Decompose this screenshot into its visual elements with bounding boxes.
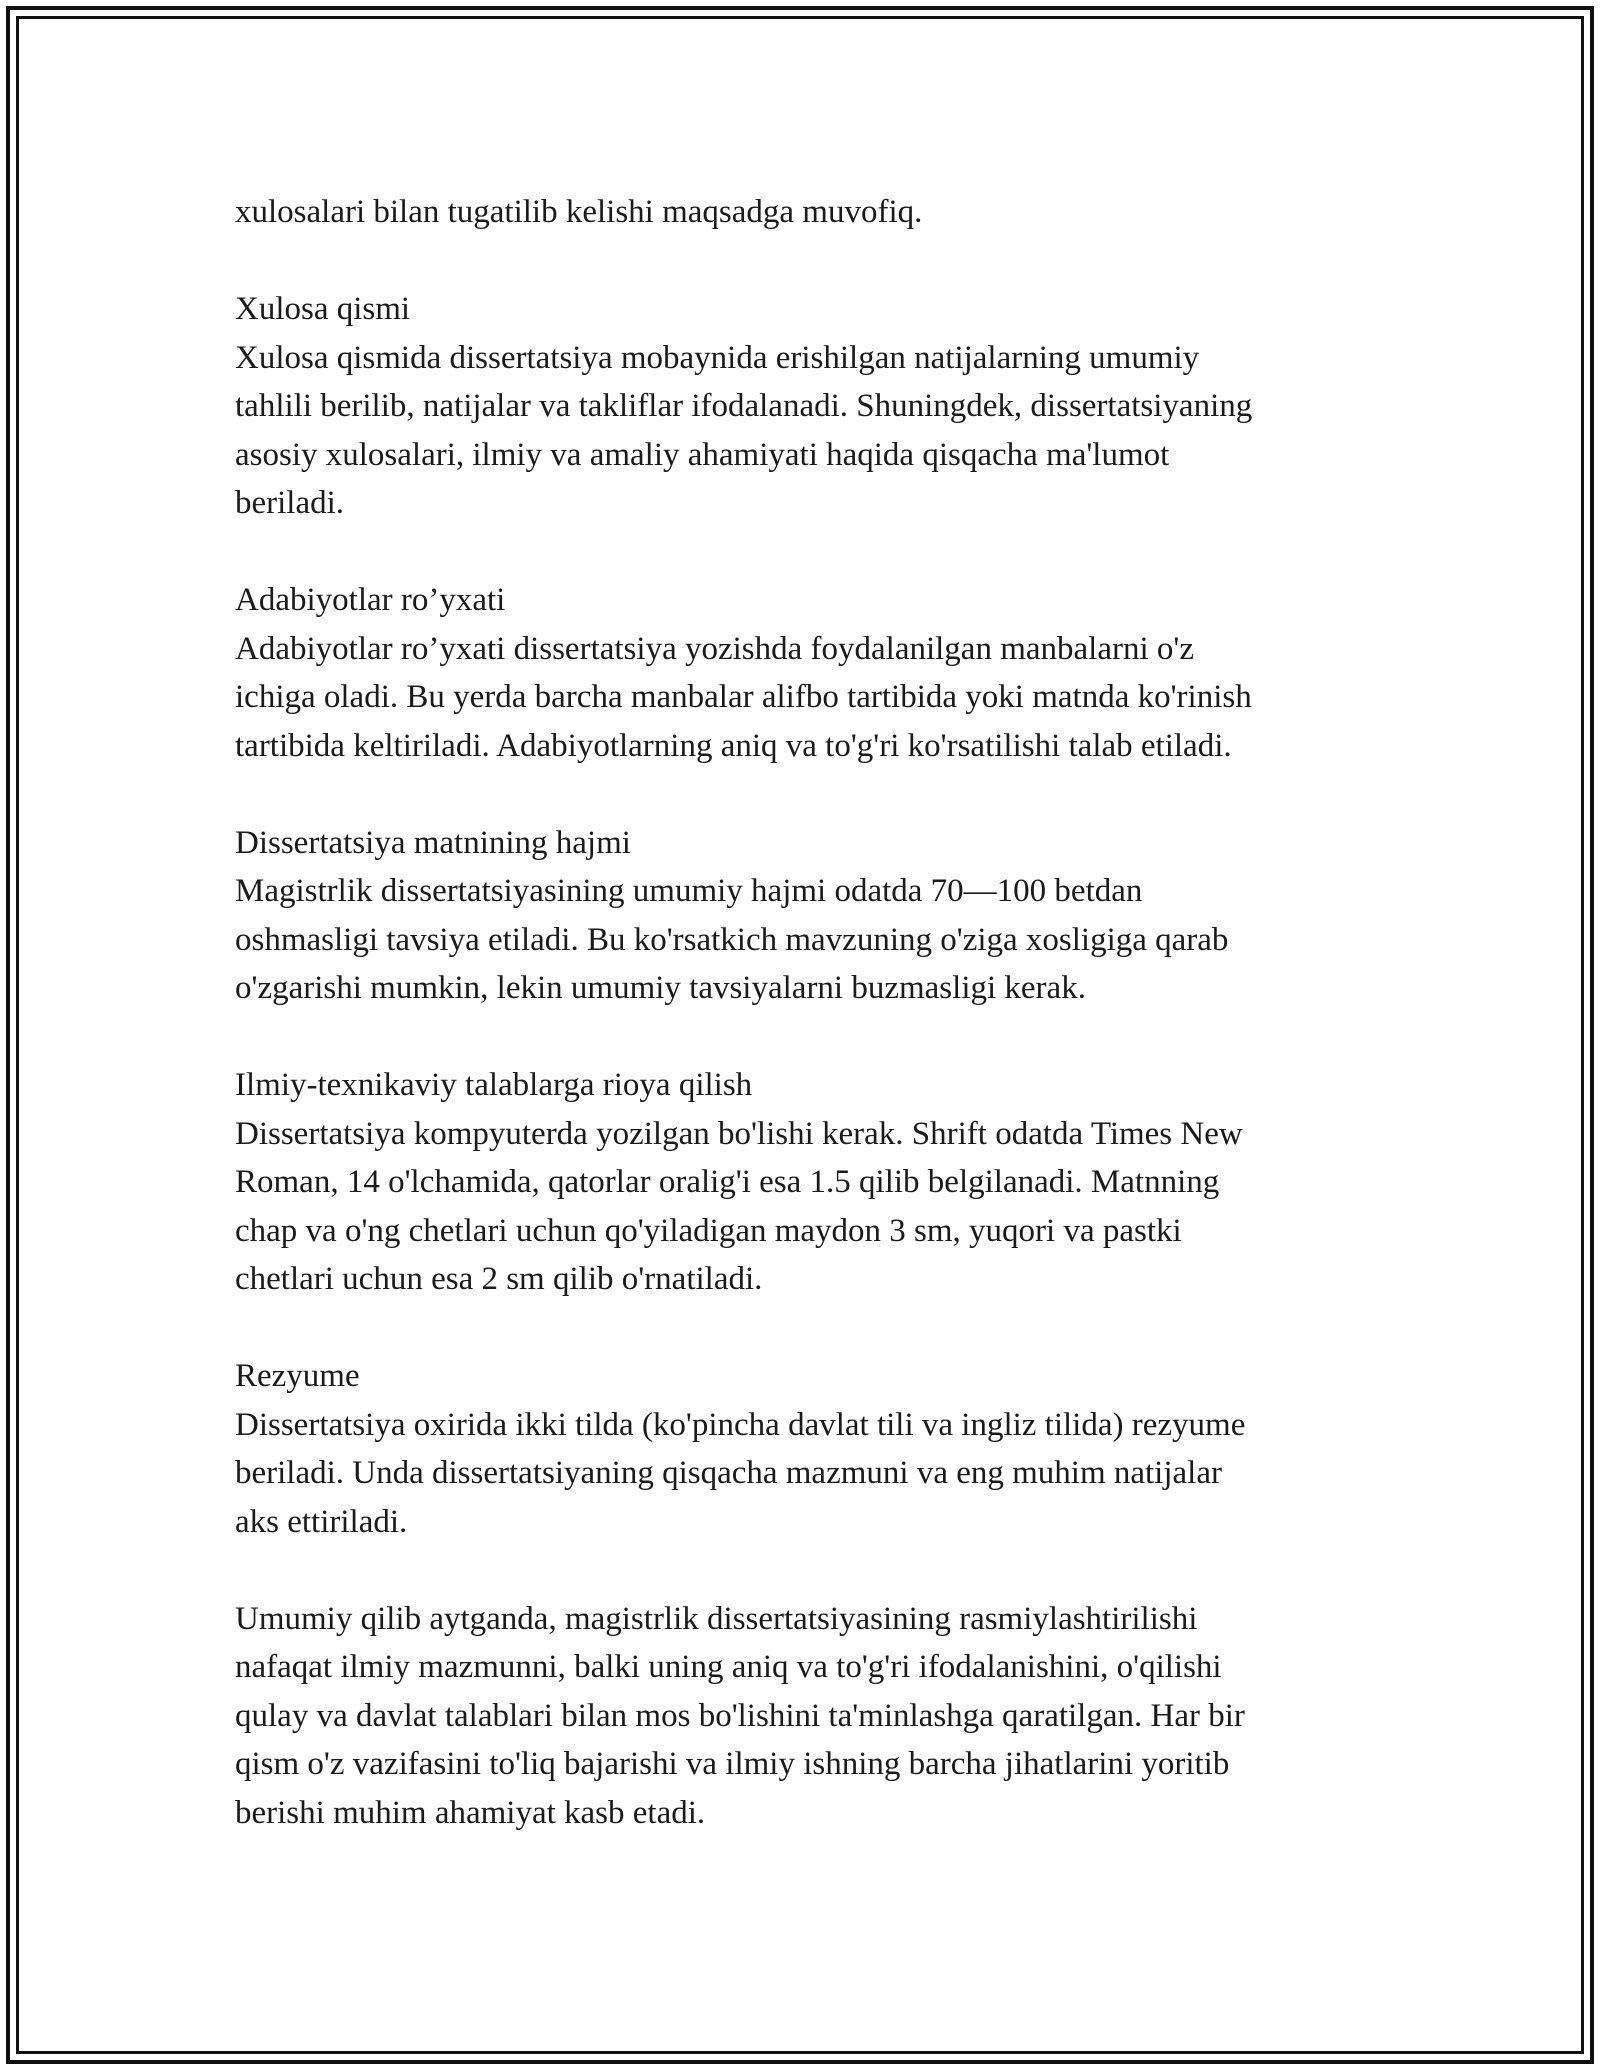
paragraph-line: Dissertatsiya kompyuterda yozilgan bo'lishi kerak. Shrift odatda Times New (235, 1115, 1243, 1152)
conclusion-paragraph (235, 1595, 1375, 1838)
paragraph-line: oshmasligi tavsiya etiladi. Bu ko'rsatkich mavzuning o'ziga xosligiga qarab (235, 921, 1229, 958)
paragraph-line: chetlari uchun esa 2 sm qilib o'rnatiladi. (235, 1261, 763, 1297)
section-heading: Dissertatsiya matnining hajmi (235, 824, 631, 861)
section-rezyume (235, 1352, 1375, 1546)
paragraph-line: nafaqat ilmiy mazmunni, balki uning aniq va to'g'ri ifodalanishini, o'qilishi (235, 1649, 1222, 1685)
paragraph-line: Umumiy qilib aytganda, magistrlik dissertatsiyasining rasmiylashtirilishi (235, 1600, 1198, 1637)
paragraph-line: beriladi. Unda dissertatsiyaning qisqacha mazmuni va eng muhim natijalar (235, 1455, 1222, 1491)
paragraph-line: Adabiyotlar ro’yxati dissertatsiya yozishda foydalanilgan manbalarni o'z (235, 630, 1194, 667)
intro-paragraph (235, 188, 1375, 237)
paragraph-line: aks ettiriladi. (235, 1503, 408, 1540)
paragraph-line: ichiga oladi. Bu yerda barcha manbalar alifbo tartibida yoki matnda ko'rinish (235, 679, 1252, 715)
paragraph-line: qulay va davlat talablari bilan mos bo'lishini ta'minlashga qaratilgan. Har bir (235, 1697, 1245, 1734)
section-hajmi (235, 819, 1375, 1013)
paragraph-line: berishi muhim ahamiyat kasb etadi. (235, 1794, 706, 1831)
paragraph-line: qism o'z vazifasini to'liq bajarishi va ilmiy ishning barcha jihatlarini yoritib (235, 1746, 1230, 1782)
paragraph-line: Dissertatsiya oxirida ikki tilda (ko'pincha davlat tili va ingliz tilida) rezyume (235, 1406, 1246, 1443)
paragraph-line: tartibida keltiriladi. Adabiyotlarning aniq va to'g'ri ko'rsatilishi talab etiladi. (235, 727, 1232, 764)
section-talablar (235, 1061, 1375, 1304)
intro-line: xulosalari bilan tugatilib kelishi maqsadga muvofiq. (235, 194, 923, 230)
section-heading: Xulosa qismi (235, 291, 411, 327)
section-heading: Adabiyotlar ro’yxati (235, 582, 506, 618)
page-body (235, 188, 1375, 1886)
section-adabiyotlar (235, 576, 1375, 770)
section-heading: Rezyume (235, 1358, 360, 1394)
paragraph-line: Xulosa qismida dissertatsiya mobaynida erishilgan natijalarning umumiy (235, 339, 1200, 376)
paragraph-line: beriladi. (235, 485, 345, 521)
section-heading: Ilmiy-texnikaviy talablarga rioya qilish (235, 1067, 753, 1103)
paragraph-line: Magistrlik dissertatsiyasining umumiy hajmi odatda 70—100 betdan (235, 873, 1143, 909)
paragraph-line: Roman, 14 o'lchamida, qatorlar oralig'i esa 1.5 qilib belgilanadi. Matnning (235, 1164, 1220, 1200)
paragraph-line: tahlili berilib, natijalar va takliflar ifodalanadi. Shuningdek, dissertatsiyaning (235, 388, 1253, 424)
section-xulosa (235, 285, 1375, 528)
paragraph-line: asosiy xulosalari, ilmiy va amaliy ahamiyati haqida qisqacha ma'lumot (235, 436, 1170, 473)
paragraph-line: chap va o'ng chetlari uchun qo'yiladigan maydon 3 sm, yuqori va pastki (235, 1212, 1182, 1249)
paragraph-line: o'zgarishi mumkin, lekin umumiy tavsiyalarni buzmasligi kerak. (235, 970, 1086, 1006)
